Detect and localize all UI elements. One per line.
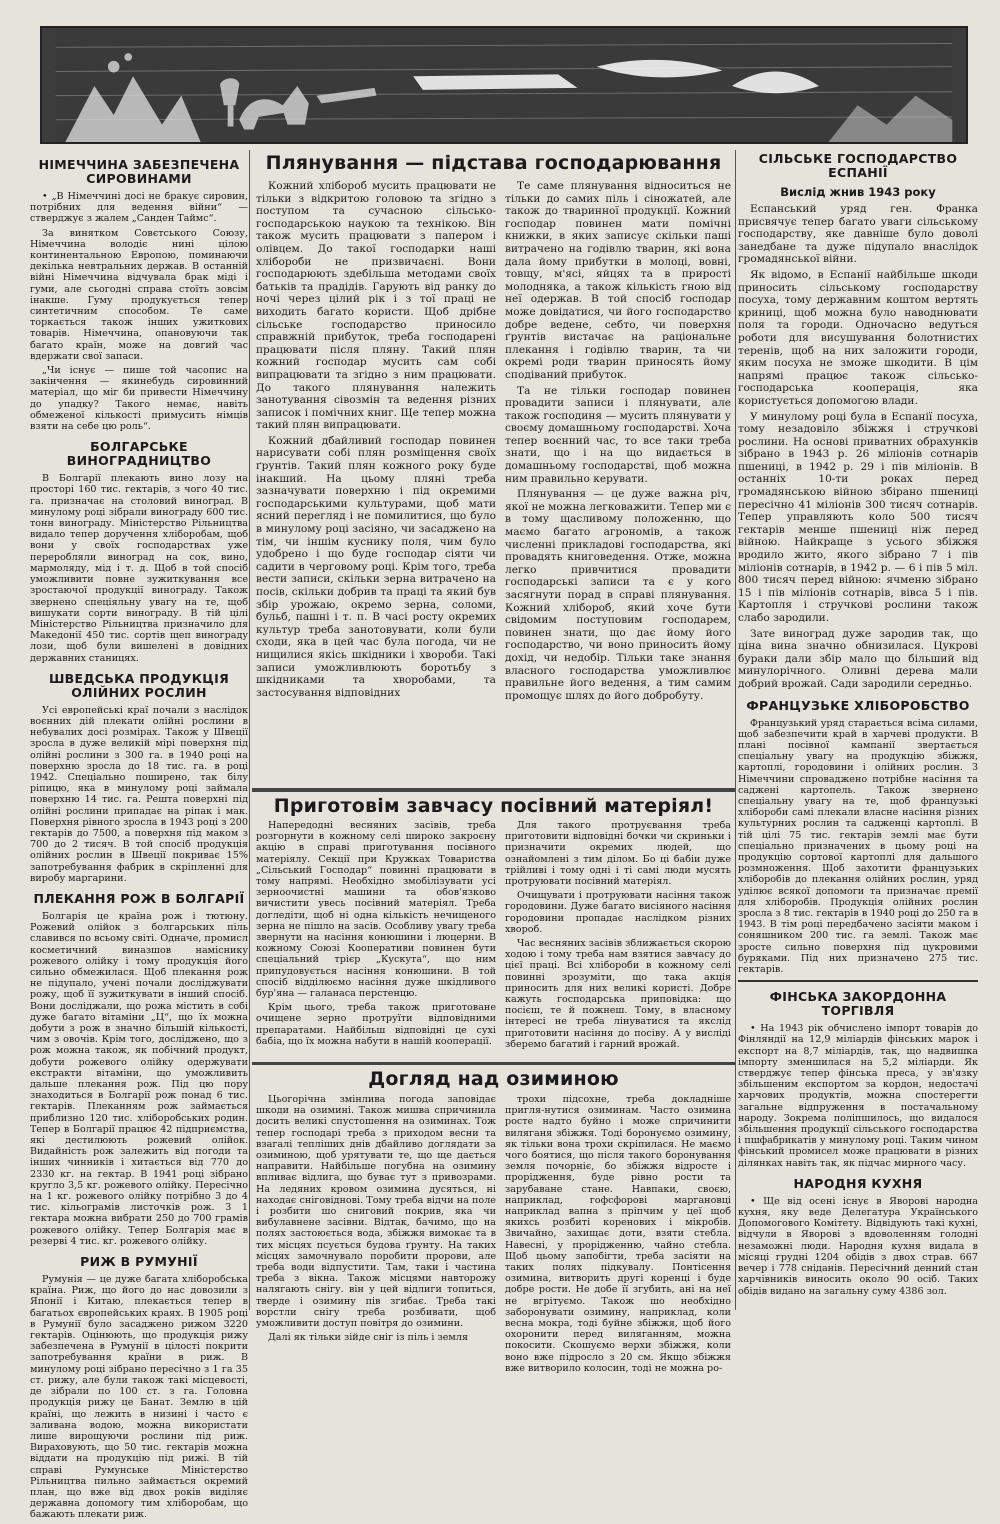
winter-headline-block <box>252 1068 735 1090</box>
column-rule <box>735 150 736 1310</box>
seed-article-right <box>505 820 731 1060</box>
seed-headline-block <box>252 795 735 817</box>
winter-article-left <box>256 1094 496 1344</box>
article-title: РИЖ В РУМУНІЇ <box>80 1254 198 1270</box>
article-paragraph: Усі европейські краї почали з наслідок воєнних дій плекати олійні рослини в небувалих досі розмірах. Також у Швеції зросла в дуже великій мірі поверхня під олійні рослини з 300 га. в 1940 році на поверхню зросла до 18 тис. га. в році 1942. Спеціально поширено, так білу ріпицю, яка в минулому році займала поверхню 14 тис. га. Решта поверхні під олійні рослини припадає на ріпак і мак. Поверхня рівного зросла в 1943 році з 200 гектарів до 7500, а поверхня під маком з 700 до 2 тисяч. В той спосіб продукція олійних рослин в Швеції покриває 15% запотребування фабрик в скріпленні для виробу маргарини. <box>30 704 248 884</box>
section-rule <box>252 788 735 792</box>
article-paragraph: Французький уряд старається всіма силами, щоб забезпечити край в харчеві продукти. В плані посівної кампанії звертається спеціальну увагу на продукцію збіжжя, картоплі, городовини і олійних рослин. З Німеччини спроваджено потрібне насіння та саджені картопель. Також звернено спеціальну увагу на те, щоб французькі хлібороби самі плекали власне насіння різних культурних рослин та садженці картоплі. В тій цілі 75 тис. гектарів землі має бути спеціально призначених в цьому році на продукцію сортової картоплі для дальшого розмноження. Щоб захотити французьких хліборобів до плекання олійних рослин, уряд уділює всякої допомоги та призначає премії для хліборобів. Продукція олійних рослин зросла з 8 тис. гектарів в 1940 році до 250 га в 1943. В тім році передбачено засіяти маком і соняшником 200 тис. га землі. Також має зросте сильно поверхня під цукровими буряками. Під них призначено 275 тис. гектарів. <box>738 717 978 976</box>
article-paragraph: Крім цього, треба також приготоване очищене зерно протруїти відповідними препаратами. Найбільш відповідні це сухі бабіа, що їх можна набути в нашій кооперації. <box>256 1002 496 1047</box>
article-title: НІМЕЧЧИНА ЗАБЕЗПЕЧЕНА СИРОВИНАМИ <box>38 157 240 186</box>
article-paragraph: У минулому році була в Еспанії посуха, тому незадовіло збіжжя і стручкові рослини. На основі приватних обрахунків зібрано в 1943 р. 26 міліонів сотнарів пшениці, в 1942 р. 29 і пів міліонів. В останніх 10-ти роках перед громадянською війною збірано пшениці пересічно 41 міліонів 300 тисяч сотнарів. Тепер управляють коло 500 тисяч гектарів менше пшениці ніж перед війною. Найкраще з усього збіжжя вродило жито, якого зібрано 7 і пів міліонів сотнарів, в 1942 р. — 6 і пів 5 міл. 800 тисяч перед війною: ячменю зібрано 15 і пів міліонів сотнарів, вівса 5 і пів. Картопля і стручкові рослини також слабо зародили. <box>738 410 978 624</box>
article-paragraph: Болгарія це країна рож і тютюну. Рожевий олійок з болгарських піль славився по всьому світі. Одначе, промисл косметичний виназшов наміснику рожевого олійку і тому продукція його сильно обмежилася. Щоб плекання рож не підупало, учені почали досліджувати рожу, щоб її зужиткувати в інший спосіб. Вони досліджали, що рожа містить в собі дуже багато вітаміни „Ц“, що їх можна добути з рож в значно більшій кількості, чим з овочів. Крім того, досліджено, що з рож можна також, як побічний продукт, добути рожевого олійку одержувати екстракти вітаміни, що уможливить дальше плекання рож. Під цю пору знаходиться в Болгарії рож понад 6 тис. гектарів. Плеканням рож займається приблизно 120 тис. хліборобських родин. Тепер в Болгарії працює 42 підприємства, які дестилюють рожевий олійок. Видайність рож залежить від погоди та інших чинників і хитається від 770 до 2330 кг. на гектар. В 1941 році зібрано кругло 3,5 кг. рожевого олійку. Пересічно на 1 кг. рожевого олійку потрібно 3 до 4 тис. кільограмів листочків рож. З 1 гектара можна вибрати 250 до 700 грамів рожевого олійку. Тепер Болгарія має в резерві 4 тис. кг. рожевого олійку. <box>30 910 248 1247</box>
left-column <box>30 150 248 1524</box>
article-title: ШВЕДСЬКА ПРОДУКЦІЯ ОЛІЙНИХ РОСЛИН <box>48 670 230 700</box>
main-article-right <box>505 180 731 785</box>
seed-headline: Приготовім завчасу посівний матеріял! <box>273 795 714 817</box>
article-paragraph: Та не тільки господар повинен провадити записи і плянувати, але також господиня — мусить плянувати у своєму домашньому господарстві. Хоча тепер воєнний час, то все таки треба знати, що і на що видається в домашньому господарстві, щоб можна ним правильно керувати. <box>505 384 731 485</box>
winter-headline: Догляд над озиминою <box>368 1068 619 1090</box>
article-title: СІЛЬСЬКЕ ГОСПОДАРСТВО ЕСПАНІЇ <box>758 151 958 180</box>
main-article-left <box>256 180 496 785</box>
article-paragraph: Кожний хлібороб мусить працювати не тільки з відкритою головою та згідно з поступом та сучасною сільсько-господарською наукою та технікою. Він також мусить працювати з папером і олівцем. До такої господарки наші хлібороби не призвичаєні. Вони господарюють здебільша методами своїх батьків та прадідів. Гарують від ранку до ночі через цілий рік і з тої праці не виходить багато користи. Щоб дрібне сільське господарство приносило справжній прибуток, треба господарені працювати після пляну. Такий плян кожний господар мусить сам собі випрацювати та згідно з ним працювати. До такого плянування належить занотування сівозмін та ведення різних записок і помічних книг. Ще тепер можна такий плян випрацювати. <box>256 180 496 432</box>
article-paragraph: трохи підсохне, треба докладніше пригля-нутися озиминам. Часто озимина росте надто буйно і може спричинити виляганя збіжжя. Тоді боронуємо озимину, як тільки вона трохи скріпилася. Не маємо чого боятися, що після такого боронування земля почорніє, бо збіжжя відросте і прорідження, буде рівно рости та зарубаване стане. Навпаки, своєю, наприклад, гофсфорові маргановці наприклад вапна з пріпчим у цеї щоб якихсь розбиті коренових і мікробів. Звичайно, захищає доти, взяти стебла. Навесні, у прорідженню, чайно стебла. Щоб цьому запобігти, треба засіяти на таких полях підкувалу. Понтісення озимина, витворить другі коренці і буде добре рости. Не добе її згубить, ані на неї не вгрітуємо. Також шо необхідно заборонувати озимину, наприклад, коли весна мокра, тоді буйне збіжжя, щоб його охоронити перед виляганням, можна покосити. Скошуємо верхи збіжжя, коли воно вже підросло з 20 см. Якщо збіжжя вже витворило колосин, тоді не можна ро- <box>505 1094 731 1374</box>
section-rule <box>252 1062 735 1065</box>
article-paragraph: Те саме плянування відноситься не тільки до самих піль і сіножатей, але також до тваринної продукції. Кожний господар повинен мати помічні книжки, в яких записує скільки паші витрачено на годівлю тварин, які вона дала йому прибутки в молоці, вовні, товщу, м'ясі, яйцях та в прирості молодняка, а також кількість гною від неї одержав. В той спосіб господар може довідатися, чи його господарство добре ведене, себто, чи поверхня ґрунтів вистачає на раціональне плекання і годівлю тварин, та чи окремі роди тварин приносять йому сподіваний прибуток. <box>505 180 731 381</box>
article-title: ФІНСЬКА ЗАКОРДОННА ТОРГІВЛЯ <box>769 989 947 1019</box>
article-paragraph: Румунія — це дуже багата хліборобська країна. Риж, що його до нас довозили з Японії і Китаю, плекається тепер в багатьох європейських краях. В 1905 році в Румунії було засаджено рижом 3220 гектарів. Оцінюють, що продукція рижу забезпечена в Румунії в цілості покрити запотребування країни в риж. В минулому році зібрано пересічно з 1 га 35 ст. рижу, але були також такі місцевості, де зібрали по 100 ст. з га. Головна продукція рижу це Банат. Землю в цій країні, що лежить в низині і часто є заливана водою, можна використати лише вирощуючи рослини під риж. Вираховують, що 50 тис. гектарів можна віддати на продукцію під рижі. В тій справі Румунське Міністерство Рільництва пильно займається окремий план, що вже від двох років виділяє державна допомогу тим хліборобам, що бажають плекати риж. <box>30 1274 248 1521</box>
article-paragraph: • „В Німеччині досі не бракує сировин, потрібних для ведення війни“ — стверджує з жалем „Санден Таймс“. <box>30 191 248 225</box>
column-rule <box>249 150 250 1310</box>
article-subtitle: Вислід жнив 1943 року <box>780 185 936 199</box>
article-paragraph: • На 1943 рік обчислено імпорт товарів до Фінляндії на 12,9 міліардів фінських марок і експорт на 8,7 міліардів, так, що надвишка імпорту зменшилася на 5,2 міліарди. Як стверджує тепер фінська преса, у зв'язку збільшеним експортом за кордон, недостачі харчових продуктів, можна спостерегти загальне відпруження в постачальному народу. Зокрема поліпшилось, що видалося збільшення продукції сільського господарства і пшфабрикатів у минулому році. Таким чином фінський промисел може працювати в різних ділянках навіть так, як підчас мирного часу. <box>738 1023 978 1169</box>
article-paragraph: Напередодні весняних засівів, треба розгорнути в кожному селі широко закроєну акцію в справі приготування посівного матеріялу. Секції при Кружках Товариства „Сільський Господар“ повинні працювати в тому напрямі. Необхідно змобілізувати усі зерноочистні машини та обов'язково вичистити увесь посівний матеріял. Треба догледіти, щоб ні одна кількість нечищеного зерна не пішло на засів. Особливу увагу треба звернути на насіння конюшини і люцерни. В кожному Союзі Кооперативи повинен бути спеціальний трієр „Кускута“, що ним припудовується насіння конюшини. В той спосіб відділюємо насіння дуже шкідливого бур'яна — галанаса перстенцю. <box>256 820 496 1000</box>
article-paragraph: Зате виноград дуже зародив так, що ціна вина значно обнизилася. Цукрові бураки дали збір мало що більший від минулорічного. Оливні дерева мали добрий врожай. Сади зародили середньо. <box>738 627 978 690</box>
article-paragraph: • Ще від осені існує в Яворові народна кухня, яку веде Делегатура Українського Допомогового Комітету. Відвідують такі кухні, відчули в Яворові з вдоволенням голодні незаможні люди. Народня кухня видала в місяці грудні 1204 обідів з двох страв. 667 вечер і 778 сніданів. Пересічний денний стан харчівників виносить около 90 осіб. Таких обідів видано на загальну суму 4386 зол. <box>738 1195 978 1297</box>
article-paragraph: Кожний дбайливий господар повинен нарисувати собі плян розміщення своїх ґрунтів. Такий плян кожного року буде інакший. На цьому пляні треба зазначувати поверхню і під окремими господарськими культурами, щоб мати ясний перегляд і не помилитися, що було в минулому році засіяно, чи засаджено на тім, чи іншім куснику поля, чим було удобрено і що буде господар сіяти чи садити в черговому році. Крім того, треба вести записи, скільки зерна витрачено на посів, скільки добрив та праці та який був збір урожаю, окремо зерна, соломи, бульб, пашні і т. п. В часі росту окремих культур треба занотовувати, коли були сходи, яка в цей час була погода, чи не нищилися якісь шкідники і хвороби. Такі записи уможливлюють боротьбу з шкідниками та хворобами, та застосування відповідних <box>256 434 496 699</box>
article-title: ФРАНЦУЗЬКЕ ХЛІБОРОБСТВО <box>746 697 970 713</box>
article-paragraph: Для такого протруєвання треба приготовити відповідні бочки чи скриньки і призначити окремих людей, що ознайомлені з тим ділом. Бо ці бабіи дуже трійливі і тому одні і ті самі люди мусять протруювати посівний матеріял. <box>505 820 731 888</box>
main-headline-block <box>252 152 735 174</box>
right-column <box>738 150 978 1320</box>
article-title: НАРОДНЯ КУХНЯ <box>793 1175 923 1191</box>
masthead-farm-scene-image <box>42 28 966 142</box>
section-rule <box>738 980 978 982</box>
article-title: ПЛЕКАННЯ РОЖ В БОЛГАРІЇ <box>33 890 245 906</box>
article-paragraph: Цьогорічна змінлива погода заповідає шкоди на озимині. Також мишва спричинила досить великі спустошення на озиминах. Тож тепер господарі треба з приходом весни та взагалі тепліших днів дбайливо доглядати за озиминою, щоб урятувати те, що ще дається направити. Найбільше погубна на озимину впливає відлига, що буває тут з привозрами. На ледяних кровом озимина дусяться, ні находає сніговіднові. Тому треба відчи на поле і розбити шо сниговий покрив, яка чи вибулавнене засівни. Відтак, бачимо, що на полях застоюється вода, збіжжя вимокає та в тих місцях псується будова ґрунту. На таких місцях замочнувало поробити пророви, але треба води відпустити. Там, таки і частина треба з вікна. Також місцями навторожу налягають снігу. він у цей відлиги топиться, тверде і озимину пів згибає. Треба такі ворстли снігу треба розбивати, щоб уможливити доступ повітря до озимини. <box>256 1094 496 1330</box>
article-paragraph: Плянування — це дуже важна річ, якої не можна легковажити. Тепер ми є в тому щасливому положенню, що маємо багато агрономів, а також численні прикладові господарства, які провадять книговедення. Отже, можна легко привчитися провадити господарські записи та є у кого засягнути порад в справі плянування. Кожний хлібороб, який хоче бути свідомим поступовим господарем, повинен знати, що дає йому його господарство, чи воно приносить йому дохід, чи недобір. Тільки таке знання власного господарства уможливлює правильне його ведення, а тим самим промощує шлях до його добробуту. <box>505 488 731 702</box>
article-paragraph: Час весняних засівів зближається скорою ходою і тому треба нам взятися завчасу до цієї праці. Всі хлібороби в кожному селі повинні зрозуміти, що така акція приносить для них великі користі. Добре кажуть господарська приповідка: що посієш, те й пожнеш. Тому, в власному інтересі не треба лінуватися та якслід приготовити насіння до посіву. А у висліді зберемо багатий і гарний врожай. <box>505 938 731 1050</box>
main-headline: Плянування — підстава господарювання <box>265 152 722 174</box>
article-paragraph: В Болгарії плекають вино лозу на просторі 160 тис. гектарів, з чого 40 тис. га. призначає на столовий виноград. В минулому році зібрали винограду 600 тис. тонн винограду. Міністерство Рільництва видало тепер доручення хліборобам, щоб вони у своїх господарствах уже переробляли виноград на сок, вино, мармоляду, мід і т. д. Щоб в той спосіб уможливити повне зужиткування все зростаючої продукції винограду. Також звернено спеціяльну увагу на те, щоб вишукати сорти винограду. В тій цілі Міністерство Рільництва призначило для Македонії 450 тис. сортів щеп винограду лози, щоб були вишелені в довідних державних станицях. <box>30 473 248 664</box>
winter-article-right <box>505 1094 731 1374</box>
seed-article-left <box>256 820 496 1060</box>
article-paragraph: Як відомо, в Еспанії найбільше шкоди приносить сільському господарству посуха, тому державним коштом вертять криниці, щоб можна було наводнювати поля та городи. Одночасно ведуться роботи для висушування болотнистих теренів, щоб на них заложити городи, яким посуха не зможе шкодити. В цім напрямі працює також сільсько-господарська кооперація, яка користується допомогою влади. <box>738 268 978 407</box>
article-paragraph: Еспанський уряд ген. Франка присвячує тепер багато уваги сільському господарству, яке давніше було доволі занедбане та дуже підупало внаслідок громадянської війни. <box>738 203 978 266</box>
masthead-illustration <box>40 26 968 144</box>
article-title: БОЛГАРСЬКЕ ВИНОГРАДНИЦТВО <box>66 439 212 469</box>
article-paragraph: „Чи існує — пише той часопис на закінчення — якинебудь сировинний матеріал, що міг би привести Німеччину до упадку? Такого немає, навіть обмеженої кількості примусить німців взяти на себе цю роль“. <box>30 365 248 433</box>
article-paragraph: Далі як тільки зійде сніг із піль і земля <box>268 1332 469 1344</box>
article-paragraph: Очищувати і протруювати насіння також городовини. Дуже багато висіяного насіння городовини пропадає наслідком різних хвороб. <box>505 890 731 935</box>
article-paragraph: За винятком Совєтського Союзу, Німеччина володіє нині цілою континентальною Европою, поминаючи декілька невтральних держав. В останній війні Німеччина відчувала брак міді і гуми, але сьогодні справа стоїть зовсім інакше. Гуму продукується тепер синтетичним способом. Те саме торкається також інших ужиткових товарів. Німеччина, опановуючи так багато країн, може на довгий час вдержати свої запаси. <box>30 227 248 362</box>
